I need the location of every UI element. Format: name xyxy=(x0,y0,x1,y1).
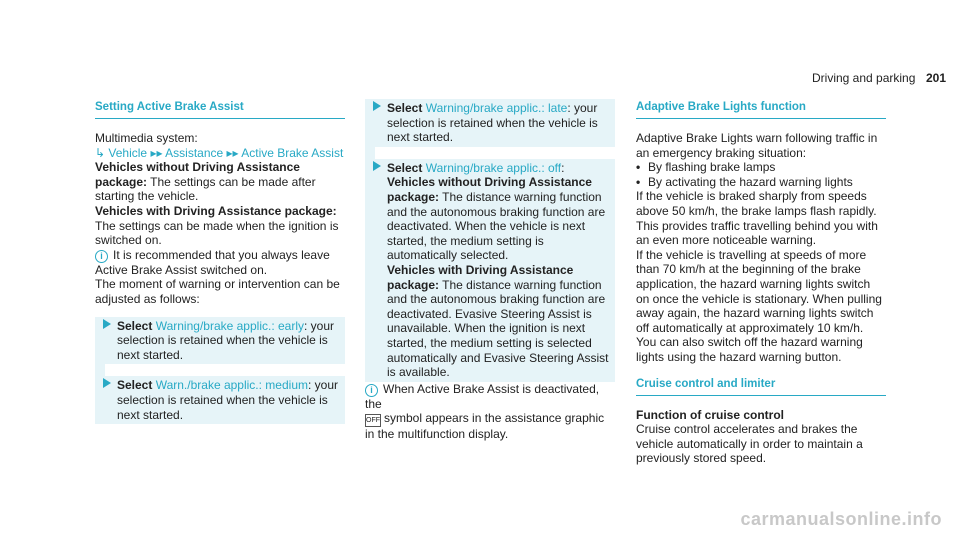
step-early: Select Warning/brake applic.: early: your selection is retained when the vehicle is next started. xyxy=(95,317,345,365)
step-off: Select Warning/brake applic.: off: Vehicles without Driving Assistance package: The distance warning function and the autonomous braking function are deactivated. When the vehicle is next started, the medium setting is automatically selected. Vehicles with Driving Assistance package: The distance warning function and the autonomous braking function are deactivated. Evasive Steering Assist is unavailable. When the ignition is next started, the medium setting is selected automatically and Evasive Steering Assist is available. xyxy=(365,159,615,382)
option-medium[interactable]: Warn./brake applic.: medium xyxy=(155,378,308,393)
menu-path xyxy=(95,146,345,161)
step-arrow-icon xyxy=(373,161,381,171)
step-late: Select Warning/brake applic.: late: your selection is retained when the vehicle is next started. xyxy=(365,99,615,147)
path-active-brake-assist[interactable]: Active Brake Assist xyxy=(241,145,344,160)
section-title-setting-abs: Setting Active Brake Assist xyxy=(95,100,345,119)
option-off[interactable]: Warning/brake applic.: off xyxy=(425,160,562,175)
info-note: i It is recommended that you always leave Active Brake Assist switched on. xyxy=(95,247,330,277)
info-note-deactivated: i When Active Brake Assist is deactivated, the OFF symbol appears in the assistance graphic in the multifunction display. xyxy=(365,381,605,442)
cruise-function-heading: Function of cruise control xyxy=(636,407,785,422)
cruise-function-text: Cruise control accelerates and brakes the vehicle automatically in order to maintain a previously stored speed. xyxy=(636,422,863,466)
info-icon: i xyxy=(365,384,378,397)
column-2 xyxy=(365,99,615,442)
column-3 xyxy=(636,100,886,466)
path-return-icon: ↳ xyxy=(95,145,109,160)
step-medium: Select Warn./brake applic.: medium: your selection is retained when the vehicle is next started. xyxy=(95,376,345,424)
multimedia-label: Multimedia system: xyxy=(95,131,198,145)
path-chevron-icon: ▸▸ xyxy=(226,145,242,160)
path-assistance[interactable]: Assistance xyxy=(165,145,224,160)
option-early[interactable]: Warning/brake applic.: early xyxy=(155,318,304,333)
path-vehicle[interactable]: Vehicle xyxy=(108,145,148,160)
option-late[interactable]: Warning/brake applic.: late xyxy=(425,101,568,115)
vehicles-without-heading: Vehicles without Driving Assistance package: xyxy=(95,160,300,189)
abl-intro: Adaptive Brake Lights warn following traffic in an emergency braking situation: xyxy=(636,131,878,160)
section-title-cruise-control: Cruise control and limiter xyxy=(636,377,886,396)
bullet-item: • By flashing brake lamps xyxy=(636,160,776,175)
vehicles-without-text: The settings can be made after starting the vehicle. xyxy=(95,174,316,204)
abs-off-symbol-icon: OFF xyxy=(365,414,381,427)
step-arrow-icon xyxy=(373,101,381,111)
page-number: 201 xyxy=(926,71,947,85)
step-arrow-icon xyxy=(103,378,111,388)
bullet-item: • By activating the hazard warning lights xyxy=(636,174,853,189)
adjust-text: The moment of warning or intervention can be adjusted as follows: xyxy=(95,277,340,306)
step-arrow-icon xyxy=(103,319,111,329)
abl-p3: If the vehicle is travelling at speeds of more than 70 km/h at the beginning of the brake application, the hazard warning lights switch on once the vehicle is stationary. When pulling away again, the hazard warning lights switch off automatically at approximately 10 km/h. You can also switch off the hazard warning lights using the hazard warning button. xyxy=(636,247,882,364)
running-header: Driving and parking xyxy=(812,71,916,85)
info-icon: i xyxy=(95,250,108,263)
section-title-adaptive-brake-lights: Adaptive Brake Lights function xyxy=(636,100,886,119)
vehicles-with-heading: Vehicles with Driving Assistance package: xyxy=(95,203,337,218)
column-1 xyxy=(95,100,345,424)
path-chevron-icon: ▸▸ xyxy=(150,145,166,160)
watermark: carmanualsonline.info xyxy=(740,509,942,530)
vehicles-with-text: The settings can be made when the ignition is switched on. xyxy=(95,218,339,248)
abl-p2: If the vehicle is braked sharply from speeds above 50 km/h, the brake lamps flash rapidly. This provides traffic travelling behind you with an even more noticeable warning. xyxy=(636,189,878,248)
